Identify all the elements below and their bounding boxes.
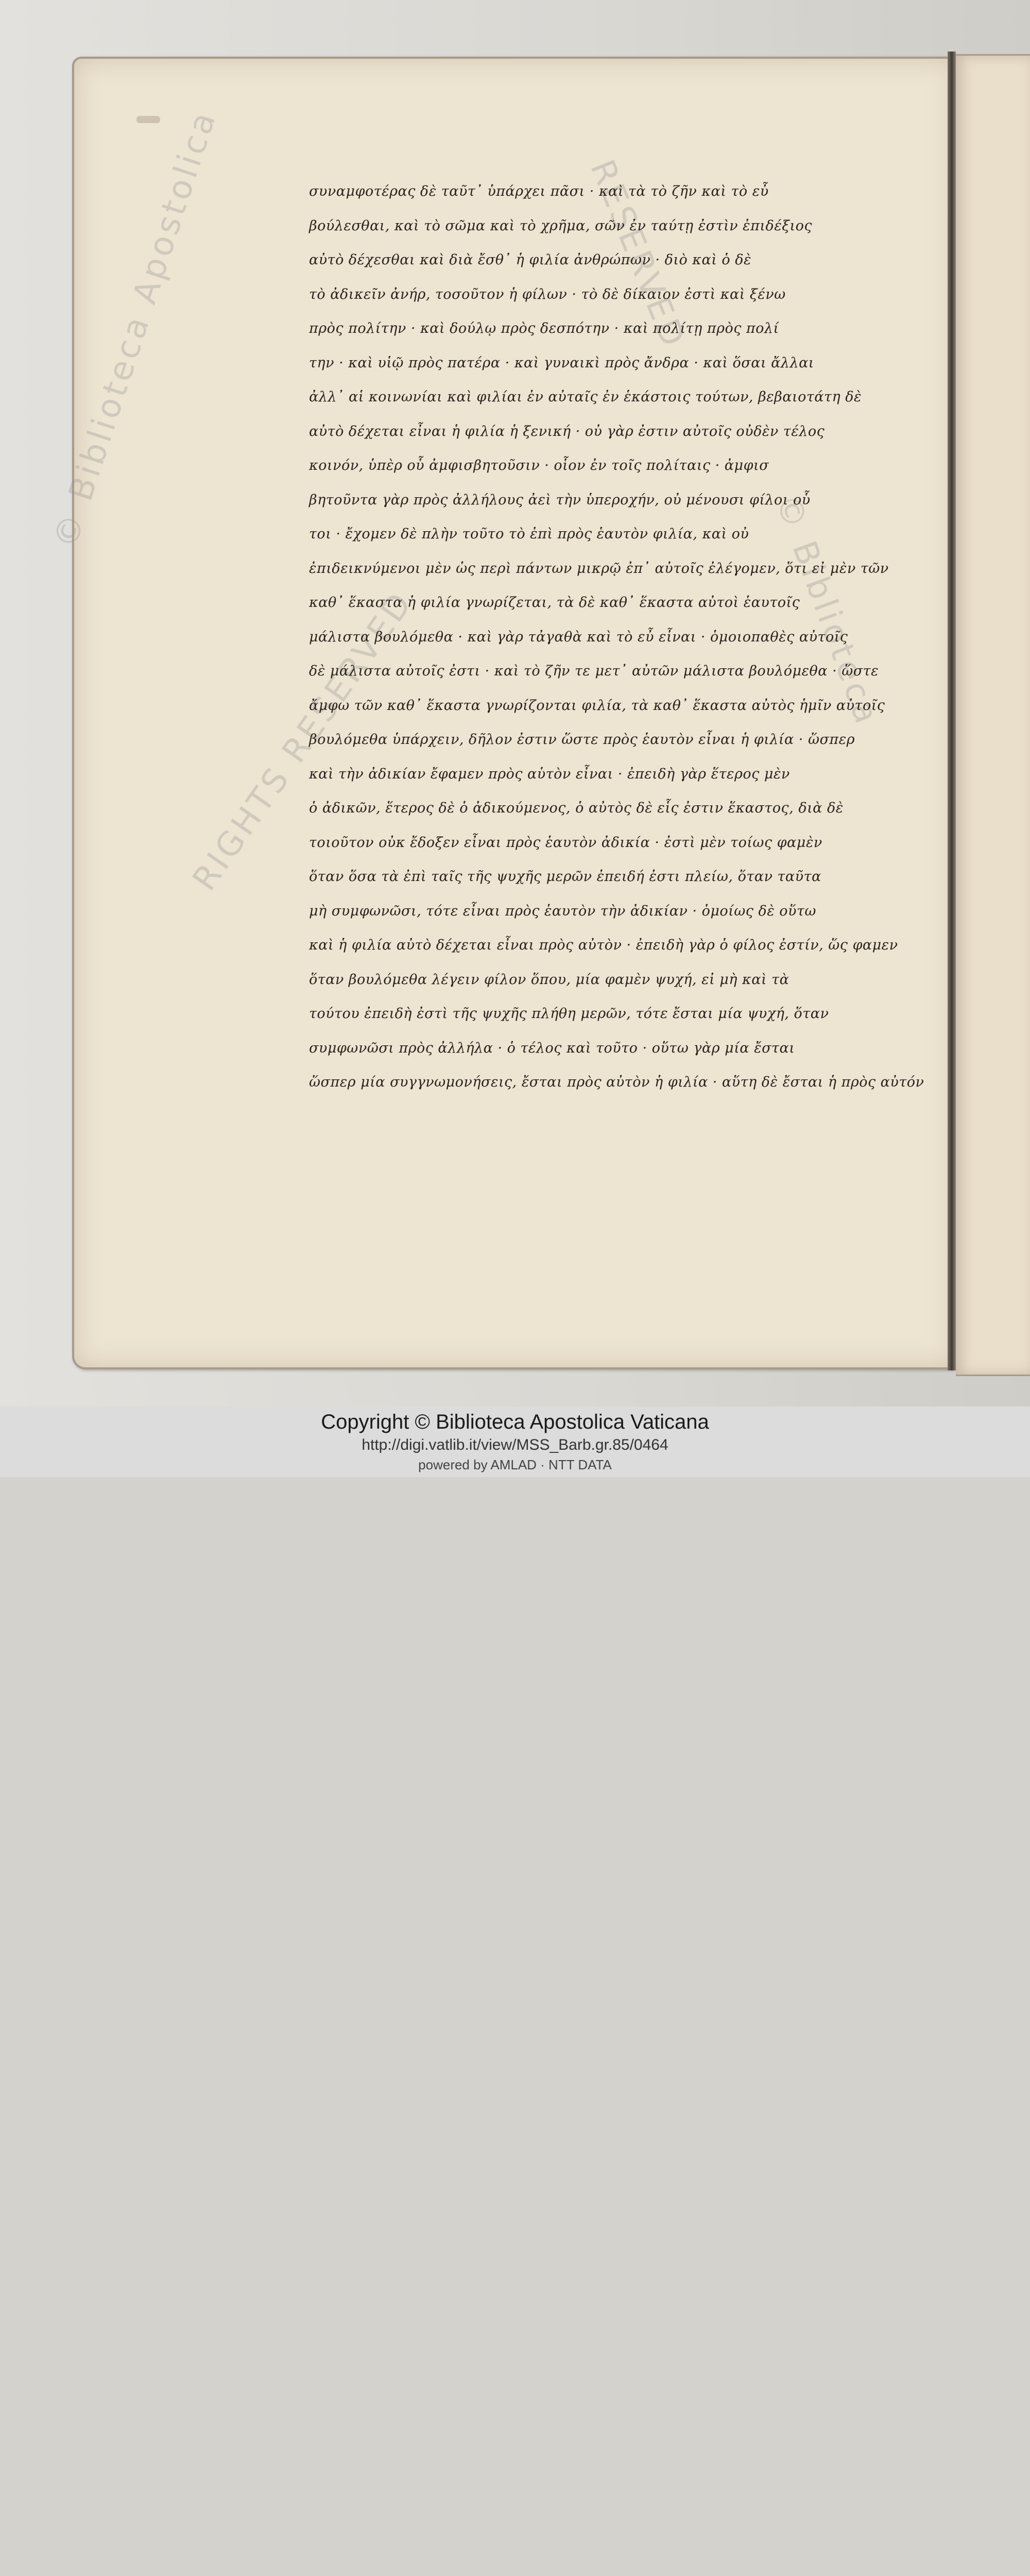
copyright-notice: Copyright © Biblioteca Apostolica Vaticana [321, 1411, 709, 1433]
manuscript-line: βουλόμεθα ὑπάρχειν, δῆλον ἐστιν ὥστε πρὸς ἑαυτὸν εἶναι ἡ φιλία · ὥσπερ [309, 732, 855, 748]
manuscript-line: τούτου ἐπειδὴ ἐστὶ τῆς ψυχῆς πλήθη μερῶν, τότε ἔσται μία ψυχή, ὅταν [309, 1006, 829, 1022]
manuscript-line: ὅταν βουλόμεθα λέγειν φίλον ὅπου, μία φαμὲν ψυχή, εἰ μὴ καὶ τὰ [309, 971, 789, 988]
greek-text-block [309, 178, 924, 1105]
manuscript-line: τοιοῦτον οὐκ ἔδοξεν εἶναι πρὸς ἑαυτὸν ἀδικία · ἐστὶ μὲν τοίως φαμὲν [309, 834, 822, 851]
watermark-center: RIGHTS RESERVED [185, 584, 421, 898]
manuscript-line: καθ᾽ ἕκαστα ἡ φιλία γνωρίζεται, τὰ δὲ καθ᾽ ἕκαστα αὐτοὶ ἑαυτοῖς [309, 595, 800, 611]
manuscript-line: ὥσπερ μία συγγνωμονήσεις, ἔσται πρὸς αὐτὸν ἡ φιλία · αὕτη δὲ ἔσται ἡ πρὸς αὐτόν [309, 1074, 924, 1090]
watermark-mid: RESERVED [582, 155, 693, 354]
manuscript-line: την · καὶ υἱῷ πρὸς πατέρα · καὶ γυναικὶ πρὸς ἄνδρα · καὶ ὅσαι ἄλλαι [309, 354, 814, 371]
manuscript-line: ἐπιδεικνύμενοι μὲν ὡς περὶ πάντων μικρῷ ἐπ᾽ αὐτοῖς ἐλέγομεν, ὅτι εἰ μὲν τῶν [309, 560, 889, 577]
manuscript-line: συμφωνῶσι πρὸς ἀλλήλα · ὁ τέλος καὶ τοῦτο · οὕτω γὰρ μία ἔσται [309, 1040, 795, 1056]
manuscript-line: μάλιστα βουλόμεθα · καὶ γὰρ τἀγαθὰ καὶ τὸ εὖ εἶναι · ὁμοιοπαθὲς αὐτοῖς [309, 629, 848, 645]
manuscript-line: καὶ τὴν ἀδικίαν ἔφαμεν πρὸς αὑτὸν εἶναι · ἐπειδὴ γὰρ ἕτερος μὲν [309, 766, 790, 782]
manuscript-line: βητοῦντα γὰρ πρὸς ἀλλήλους ἀεὶ τὴν ὑπεροχήν, οὐ μένουσι φίλοι οὗ [309, 492, 811, 508]
manuscript-line: δὲ μάλιστα αὐτοῖς ἐστι · καὶ τὸ ζῆν τε μετ᾽ αὐτῶν μάλιστα βουλόμεθα · ὥστε [309, 663, 879, 679]
footer-bar [0, 1406, 1030, 1477]
manuscript-line: πρὸς πολίτην · καὶ δούλῳ πρὸς δεσπότην · καὶ πολίτῃ πρὸς πολί [309, 320, 779, 336]
manuscript-line: βούλεσθαι, καὶ τὸ σῶμα καὶ τὸ χρῆμα, σῶν ἐν ταύτῃ ἐστὶν ἐπιδέξιος [309, 217, 813, 234]
binding-gutter [948, 52, 956, 1370]
powered-by-credit: powered by AMLAD · NTT DATA [418, 1457, 612, 1472]
folio-number-smudge [136, 116, 160, 123]
manuscript-line: μὴ συμφωνῶσι, τότε εἶναι πρὸς ἑαυτὸν τὴν ἀδικίαν · ὁμοίως δὲ οὕτω [309, 903, 816, 919]
manuscript-line: αὐτὸ δέχεσθαι καὶ διὰ ἔσθ᾽ ἡ φιλία ἀνθρώπων · διὸ καὶ ὁ δὲ [309, 252, 751, 268]
manuscript-line: κοινόν, ὑπὲρ οὗ ἀμφισβητοῦσιν · οἷον ἐν τοῖς πολίταις · ἀμφισ [309, 457, 769, 473]
manuscript-line: τοι · ἔχομεν δὲ πλὴν τοῦτο τὸ ἐπὶ πρὸς ἑαυτὸν φιλία, καὶ οὐ [309, 526, 749, 542]
manuscript-line: τὸ ἀδικεῖν ἀνήρ, τοσοῦτον ἡ φίλων · τὸ δὲ δίκαιον ἐστὶ καὶ ξένω [309, 286, 786, 302]
manuscript-line: ὅταν ὅσα τὰ ἐπὶ ταῖς τῆς ψυχῆς μερῶν ἐπειδή ἐστι πλείω, ὅταν ταῦτα [309, 869, 821, 885]
facing-page-edge [956, 54, 1030, 1376]
manuscript-line: αὐτὸ δέχεται εἶναι ἡ φιλία ἡ ξενική · οὐ γὰρ ἐστιν αὐτοῖς οὐδὲν τέλος [309, 423, 825, 439]
source-url-link[interactable]: http://digi.vatlib.it/view/MSS_Barb.gr.85/0464 [362, 1436, 668, 1453]
watermark-left: © Biblioteca Apostolica [46, 105, 225, 553]
watermark-right: © Biblioteca [767, 489, 887, 732]
manuscript-line: ὁ ἀδικῶν, ἕτερος δὲ ὁ ἀδικούμενος, ὁ αὐτὸς δὲ εἷς ἐστιν ἕκαστος, διὰ δὲ [309, 800, 844, 816]
manuscript-line: καὶ ἡ φιλία αὐτὸ δέχεται εἶναι πρὸς αὐτὸν · ἐπειδὴ γὰρ ὁ φίλος ἐστίν, ὥς φαμεν [309, 937, 898, 953]
manuscript-line: συναμφοτέρας δὲ ταῦτ᾽ ὑπάρχει πᾶσι · καὶ τὰ τὸ ζῆν καὶ τὸ εὖ [309, 183, 769, 199]
manuscript-line: ἄμφω τῶν καθ᾽ ἕκαστα γνωρίζονται φιλία, τὰ καθ᾽ ἕκαστα αὐτὸς ἡμῖν αὐτοῖς [309, 697, 885, 714]
manuscript-line: ἀλλ᾽ αἱ κοινωνίαι καὶ φιλίαι ἐν αὐταῖς ἐν ἑκάστοις τούτων, βεβαιοτάτη δὲ [309, 389, 862, 405]
